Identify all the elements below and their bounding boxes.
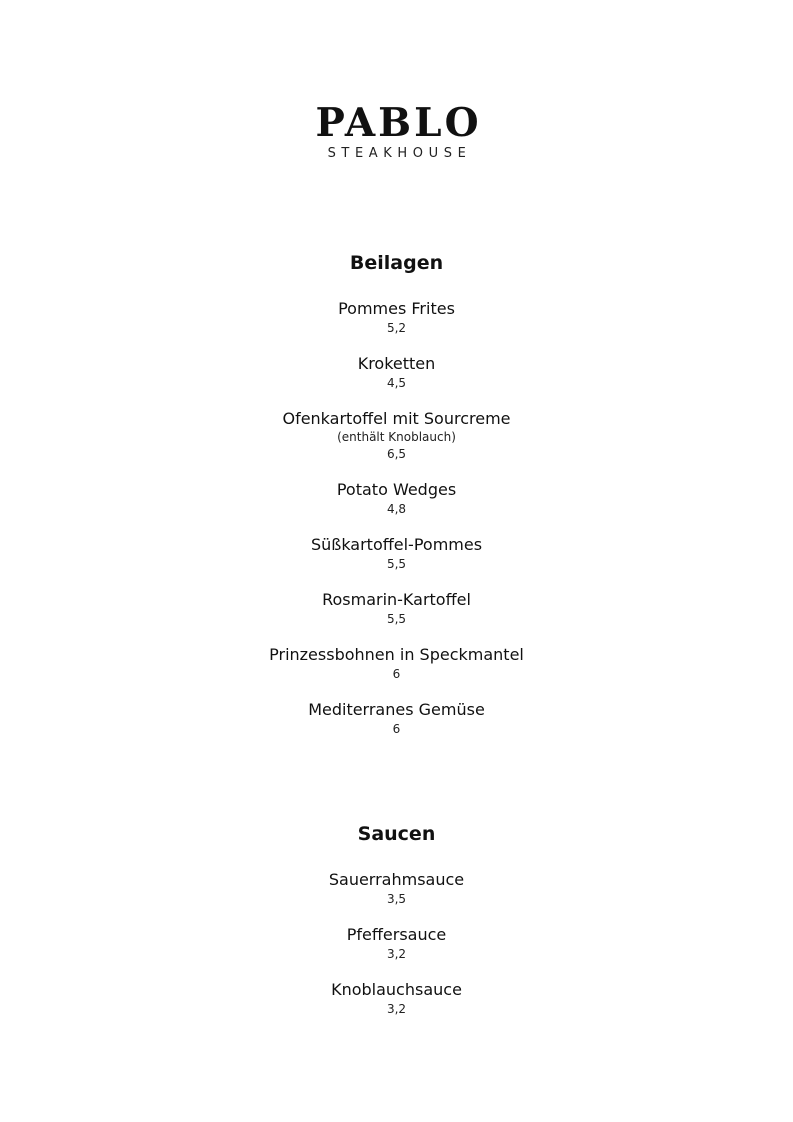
item-name: Kroketten xyxy=(357,354,436,373)
item-price: 6 xyxy=(392,722,401,736)
menu-item xyxy=(0,535,793,573)
item-price: 5,5 xyxy=(386,557,407,571)
menu-item xyxy=(0,590,793,628)
logo xyxy=(0,102,793,162)
item-price: 4,5 xyxy=(386,376,407,390)
item-price: 4,8 xyxy=(386,502,407,516)
menu-item xyxy=(0,299,793,337)
menu-item xyxy=(0,925,793,963)
item-price: 3,2 xyxy=(386,1002,407,1016)
section-beilagen xyxy=(0,251,793,755)
item-name: Potato Wedges xyxy=(336,480,457,499)
item-name: Pfeffersauce xyxy=(346,925,447,944)
menu-item xyxy=(0,700,793,738)
menu-item xyxy=(0,870,793,908)
section-title: Beilagen xyxy=(349,252,444,274)
logo-subtitle: STEAKHOUSE xyxy=(327,146,472,161)
item-price: 5,2 xyxy=(386,321,407,335)
item-price: 5,5 xyxy=(386,612,407,626)
logo-name: PABLO xyxy=(315,100,482,146)
item-name: Rosmarin-Kartoffel xyxy=(322,590,471,609)
item-price: 3,5 xyxy=(386,892,407,906)
menu-item xyxy=(0,354,793,392)
item-price: 3,2 xyxy=(386,947,407,961)
item-name: Knoblauchsauce xyxy=(331,980,462,999)
menu-item xyxy=(0,409,793,463)
section-saucen xyxy=(0,822,793,1035)
item-name: Mediterranes Gemüse xyxy=(308,700,485,719)
item-name: Prinzessbohnen in Speckmantel xyxy=(269,645,524,664)
item-name: Süßkartoffel-Pommes xyxy=(310,535,483,554)
item-note: (enthält Knoblauch) xyxy=(337,430,456,444)
menu-item xyxy=(0,645,793,683)
item-name: Ofenkartoffel mit Sourcreme xyxy=(282,409,511,428)
section-title: Saucen xyxy=(357,823,436,845)
item-price: 6,5 xyxy=(386,447,407,461)
menu-item xyxy=(0,980,793,1018)
menu-item xyxy=(0,480,793,518)
item-name: Sauerrahmsauce xyxy=(328,870,465,889)
item-price: 6 xyxy=(392,667,401,681)
item-name: Pommes Frites xyxy=(338,299,455,318)
